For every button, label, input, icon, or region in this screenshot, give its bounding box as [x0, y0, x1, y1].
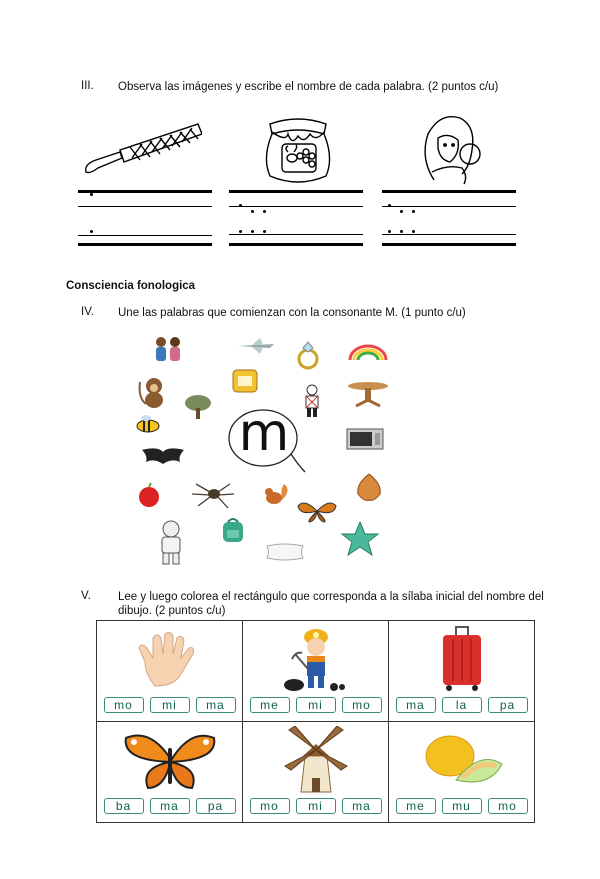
syllable-option[interactable]: ba	[104, 798, 144, 814]
syllable-option[interactable]: pa	[488, 697, 528, 713]
section-4-instruction: Une las palabras que comienzan con la consonante M. (1 punto c/u)	[118, 307, 466, 319]
syllable-cell	[389, 621, 535, 722]
section-5-instruction-line-2: dibujo. (2 puntos c/u)	[118, 605, 226, 617]
section-5-number: V.	[81, 590, 91, 602]
syllable-cell	[243, 621, 389, 722]
syllable-option[interactable]: pa	[196, 798, 236, 814]
bat-icon[interactable]	[140, 444, 186, 468]
starfish-icon[interactable]	[340, 520, 380, 556]
syllable-cell	[97, 621, 243, 722]
butterfly-small-icon[interactable]	[296, 498, 338, 524]
melon-icon	[420, 730, 504, 790]
mother-baby-icon	[412, 110, 492, 188]
onion-icon[interactable]	[352, 472, 386, 502]
section-4-number: IV.	[81, 306, 95, 318]
ring-icon[interactable]	[296, 340, 320, 370]
syllable-option[interactable]: ma	[196, 697, 236, 713]
squirrel-icon[interactable]	[262, 482, 292, 506]
apple-icon[interactable]	[136, 482, 162, 508]
writing-lines-3[interactable]	[382, 190, 516, 250]
writing-lines-2[interactable]	[229, 190, 363, 250]
syllable-option[interactable]: ma	[396, 697, 436, 713]
phonological-awareness-heading: Consciencia fonologica	[66, 280, 196, 292]
honey-jar-icon	[262, 112, 334, 186]
table-icon[interactable]	[346, 380, 390, 408]
pillow-icon[interactable]	[264, 540, 306, 562]
section-3-instruction: Observa las imágenes y escribe el nombre de cada palabra. (2 puntos c/u)	[118, 81, 499, 93]
section-3-number: III.	[81, 80, 94, 92]
rainbow-icon[interactable]	[346, 342, 390, 362]
writing-lines-1[interactable]	[78, 190, 212, 250]
center-letter-m: m	[238, 403, 290, 463]
syllable-option[interactable]: mo	[342, 697, 382, 713]
syllable-option[interactable]: mi	[150, 697, 190, 713]
hand-icon	[135, 630, 205, 688]
monkey-icon[interactable]	[136, 376, 170, 410]
syllable-option[interactable]: mi	[296, 798, 336, 814]
section-5-instruction-line-1: Lee y luego colorea el rectángulo que corresponda a la sílaba inicial del nombre del	[118, 591, 544, 603]
mime-icon[interactable]	[300, 384, 324, 418]
astronaut-icon[interactable]	[154, 520, 188, 566]
syllable-option[interactable]: mo	[250, 798, 290, 814]
syllable-option[interactable]: ma	[150, 798, 190, 814]
syllable-option[interactable]: mi	[296, 697, 336, 713]
syllable-option[interactable]: mu	[442, 798, 482, 814]
syllable-cell	[97, 722, 243, 823]
spider-icon[interactable]	[190, 480, 236, 510]
backpack-icon[interactable]	[220, 516, 246, 544]
syllable-option[interactable]: mo	[104, 697, 144, 713]
file-icon	[82, 120, 202, 180]
butterfly-icon	[120, 728, 220, 792]
bee-icon[interactable]	[132, 414, 162, 434]
syllable-option[interactable]: me	[396, 798, 436, 814]
suitcase-icon	[437, 625, 487, 693]
syllable-option[interactable]: la	[442, 697, 482, 713]
syllable-option[interactable]: mo	[488, 798, 528, 814]
windmill-icon	[281, 726, 351, 794]
syllable-table	[96, 620, 535, 823]
syllable-option[interactable]: me	[250, 697, 290, 713]
honey-jar-color-icon[interactable]	[230, 366, 260, 394]
microwave-icon[interactable]	[346, 428, 384, 450]
airplane-icon[interactable]	[236, 336, 276, 356]
syllable-option[interactable]: ma	[342, 798, 382, 814]
miner-icon	[278, 625, 354, 693]
syllable-cell	[243, 722, 389, 823]
syllable-cell	[389, 722, 535, 823]
tree-icon[interactable]	[184, 394, 212, 420]
friends-icon[interactable]	[150, 334, 186, 366]
